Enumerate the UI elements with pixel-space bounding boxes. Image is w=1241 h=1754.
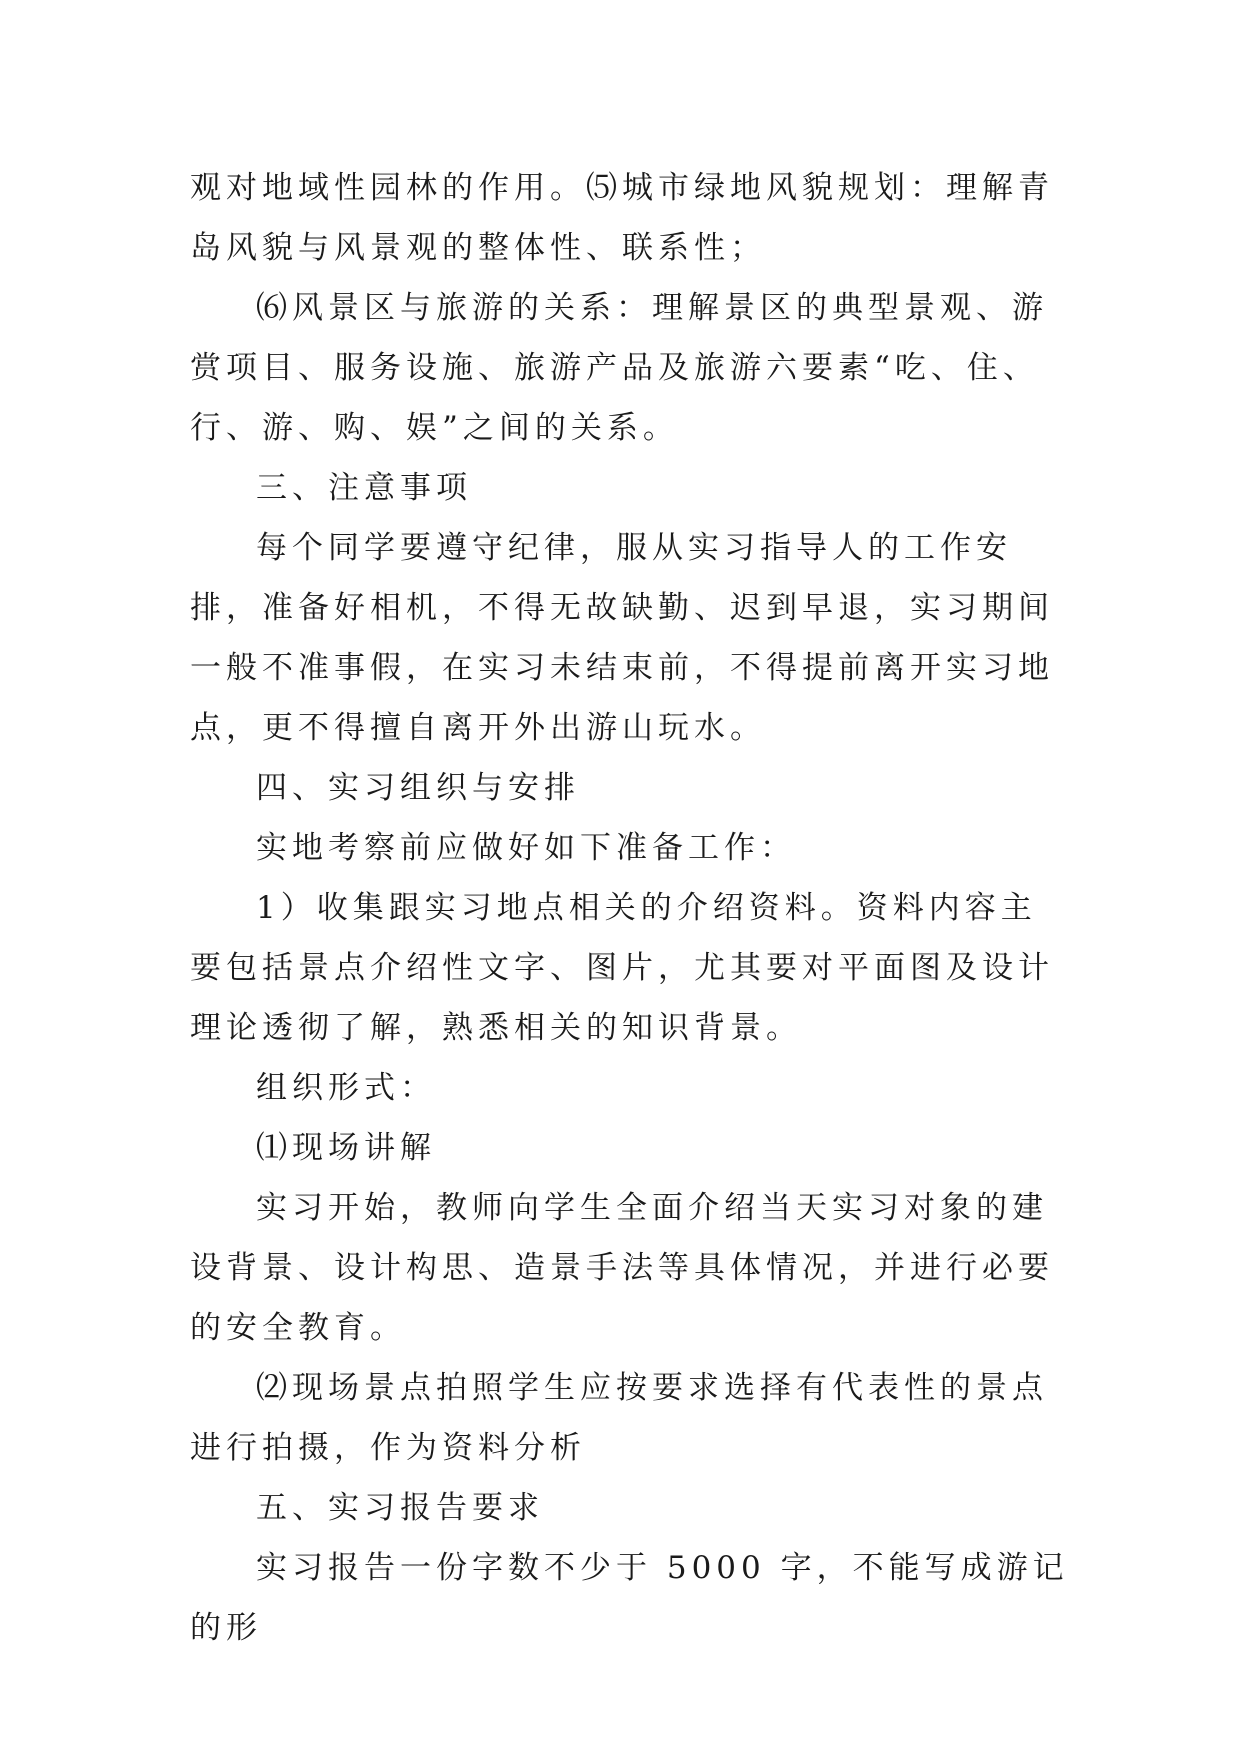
paragraph: 实地考察前应做好如下准备工作： [256,830,796,866]
paragraph: ⑵现场景点拍照学生应按要求选择有代表性的景点进行拍摄，作为资料分析 [190,1370,1048,1466]
section-heading: 五、实习报告要求 [256,1490,544,1526]
paragraph: ⑴现场讲解 [256,1130,436,1166]
paragraph: 实习开始，教师向学生全面介绍当天实习对象的建设背景、设计构思、造景手法等具体情况，并进行必要的安全教育。 [190,1190,1054,1346]
paragraph: 实习报告一份字数不少于 5000 字，不能写成游记的形 [190,1550,1069,1646]
paragraph: 观对地域性园林的作用。⑸城市绿地风貌规划：理解青岛风貌与风景观的整体性、联系性； [190,170,1054,266]
section-heading: 三、注意事项 [256,470,472,506]
paragraph: 1）收集跟实习地点相关的介绍资料。资料内容主要包括景点介绍性文字、图片，尤其要对平面图及设计理论透彻了解，熟悉相关的知识背景。 [190,890,1054,1046]
body-text [190,158,1070,1658]
paragraph: 组织形式： [256,1070,436,1106]
paragraph: 每个同学要遵守纪律，服从实习指导人的工作安排，准备好相机，不得无故缺勤、迟到早退，实习期间一般不准事假，在实习未结束前，不得提前离开实习地点，更不得擅自离开外出游山玩水。 [190,530,1054,746]
paragraph: ⑹风景区与旅游的关系：理解景区的典型景观、游赏项目、服务设施、旅游产品及旅游六要素“吃、住、行、游、购、娱”之间的关系。 [190,290,1048,446]
section-heading: 四、实习组织与安排 [256,770,580,806]
